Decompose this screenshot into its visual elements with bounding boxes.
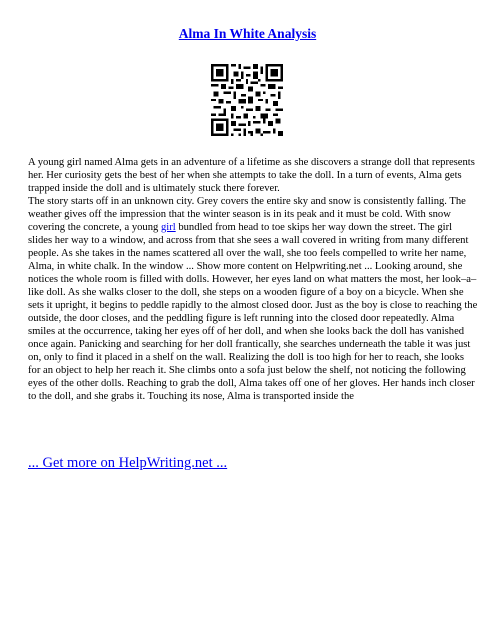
get-more-link[interactable]: ... Get more on HelpWriting.net ... — [28, 455, 228, 471]
girl-inline-link[interactable]: girl — [160, 222, 176, 233]
document-title-link[interactable]: Alma In White Analysis — [178, 26, 317, 41]
paragraph-story — [28, 195, 478, 403]
qr-code-icon — [211, 64, 283, 136]
paragraph-story-text-end: bundled from head to toe skips her way down the street. The girl slides her way to a window, and across from that she sees a wall covered in writing from many different people. As she takes in the names scattered all over the wall, she too feels compelled to write her name, Alma, in white chalk. In the window ... Show more content on Helpwriting.net ... Looking around, she notices the whole room is filled with dolls. However, her eyes land on what matters the most, her look–a–like doll. As she walks closer to the doll, she steps on a wooden figure of a boy on a bicycle. When she sets it upright, it begins to peddle rapidly to the almost closed door. Just as the boy is close to reaching the outside, the door closes, and the peddling figure is left running into the closed door repeatedly. Alma smiles at the occurrence, taking her eyes off of her doll, and when she looks back the doll has vanished once again. Panicking and searching for her doll frantically, she searches underneath the table it was just on, only to find it placed in a shelf on the wall. Realizing the doll is too high for her to reach, she looks for an object to help her reach it. She climbs onto a sofa just below the shelf, not noticing the following eyes of the other dolls. Reaching to grab the doll, Alma takes off one of her gloves. Her hands inch closer to the doll, and she grabs it. Touching its nose, Alma is transported inside the — [28, 222, 478, 402]
paragraph-story-text-start: The story starts off in an unknown city. Grey covers the entire sky and snow is consistently falling. The weather gives off the impression that the winter season is in its peak and it must be cold. With snow covering the concrete, a young — [28, 196, 466, 233]
document-body — [28, 156, 478, 403]
paragraph-intro: A young girl named Alma gets in an adventure of a lifetime as she discovers a strange doll that represents her. Her curiosity gets the best of her when she attempts to take the doll. In a turn of events, Alma gets trapped inside the doll and is ultimately stuck there forever. — [28, 157, 475, 194]
